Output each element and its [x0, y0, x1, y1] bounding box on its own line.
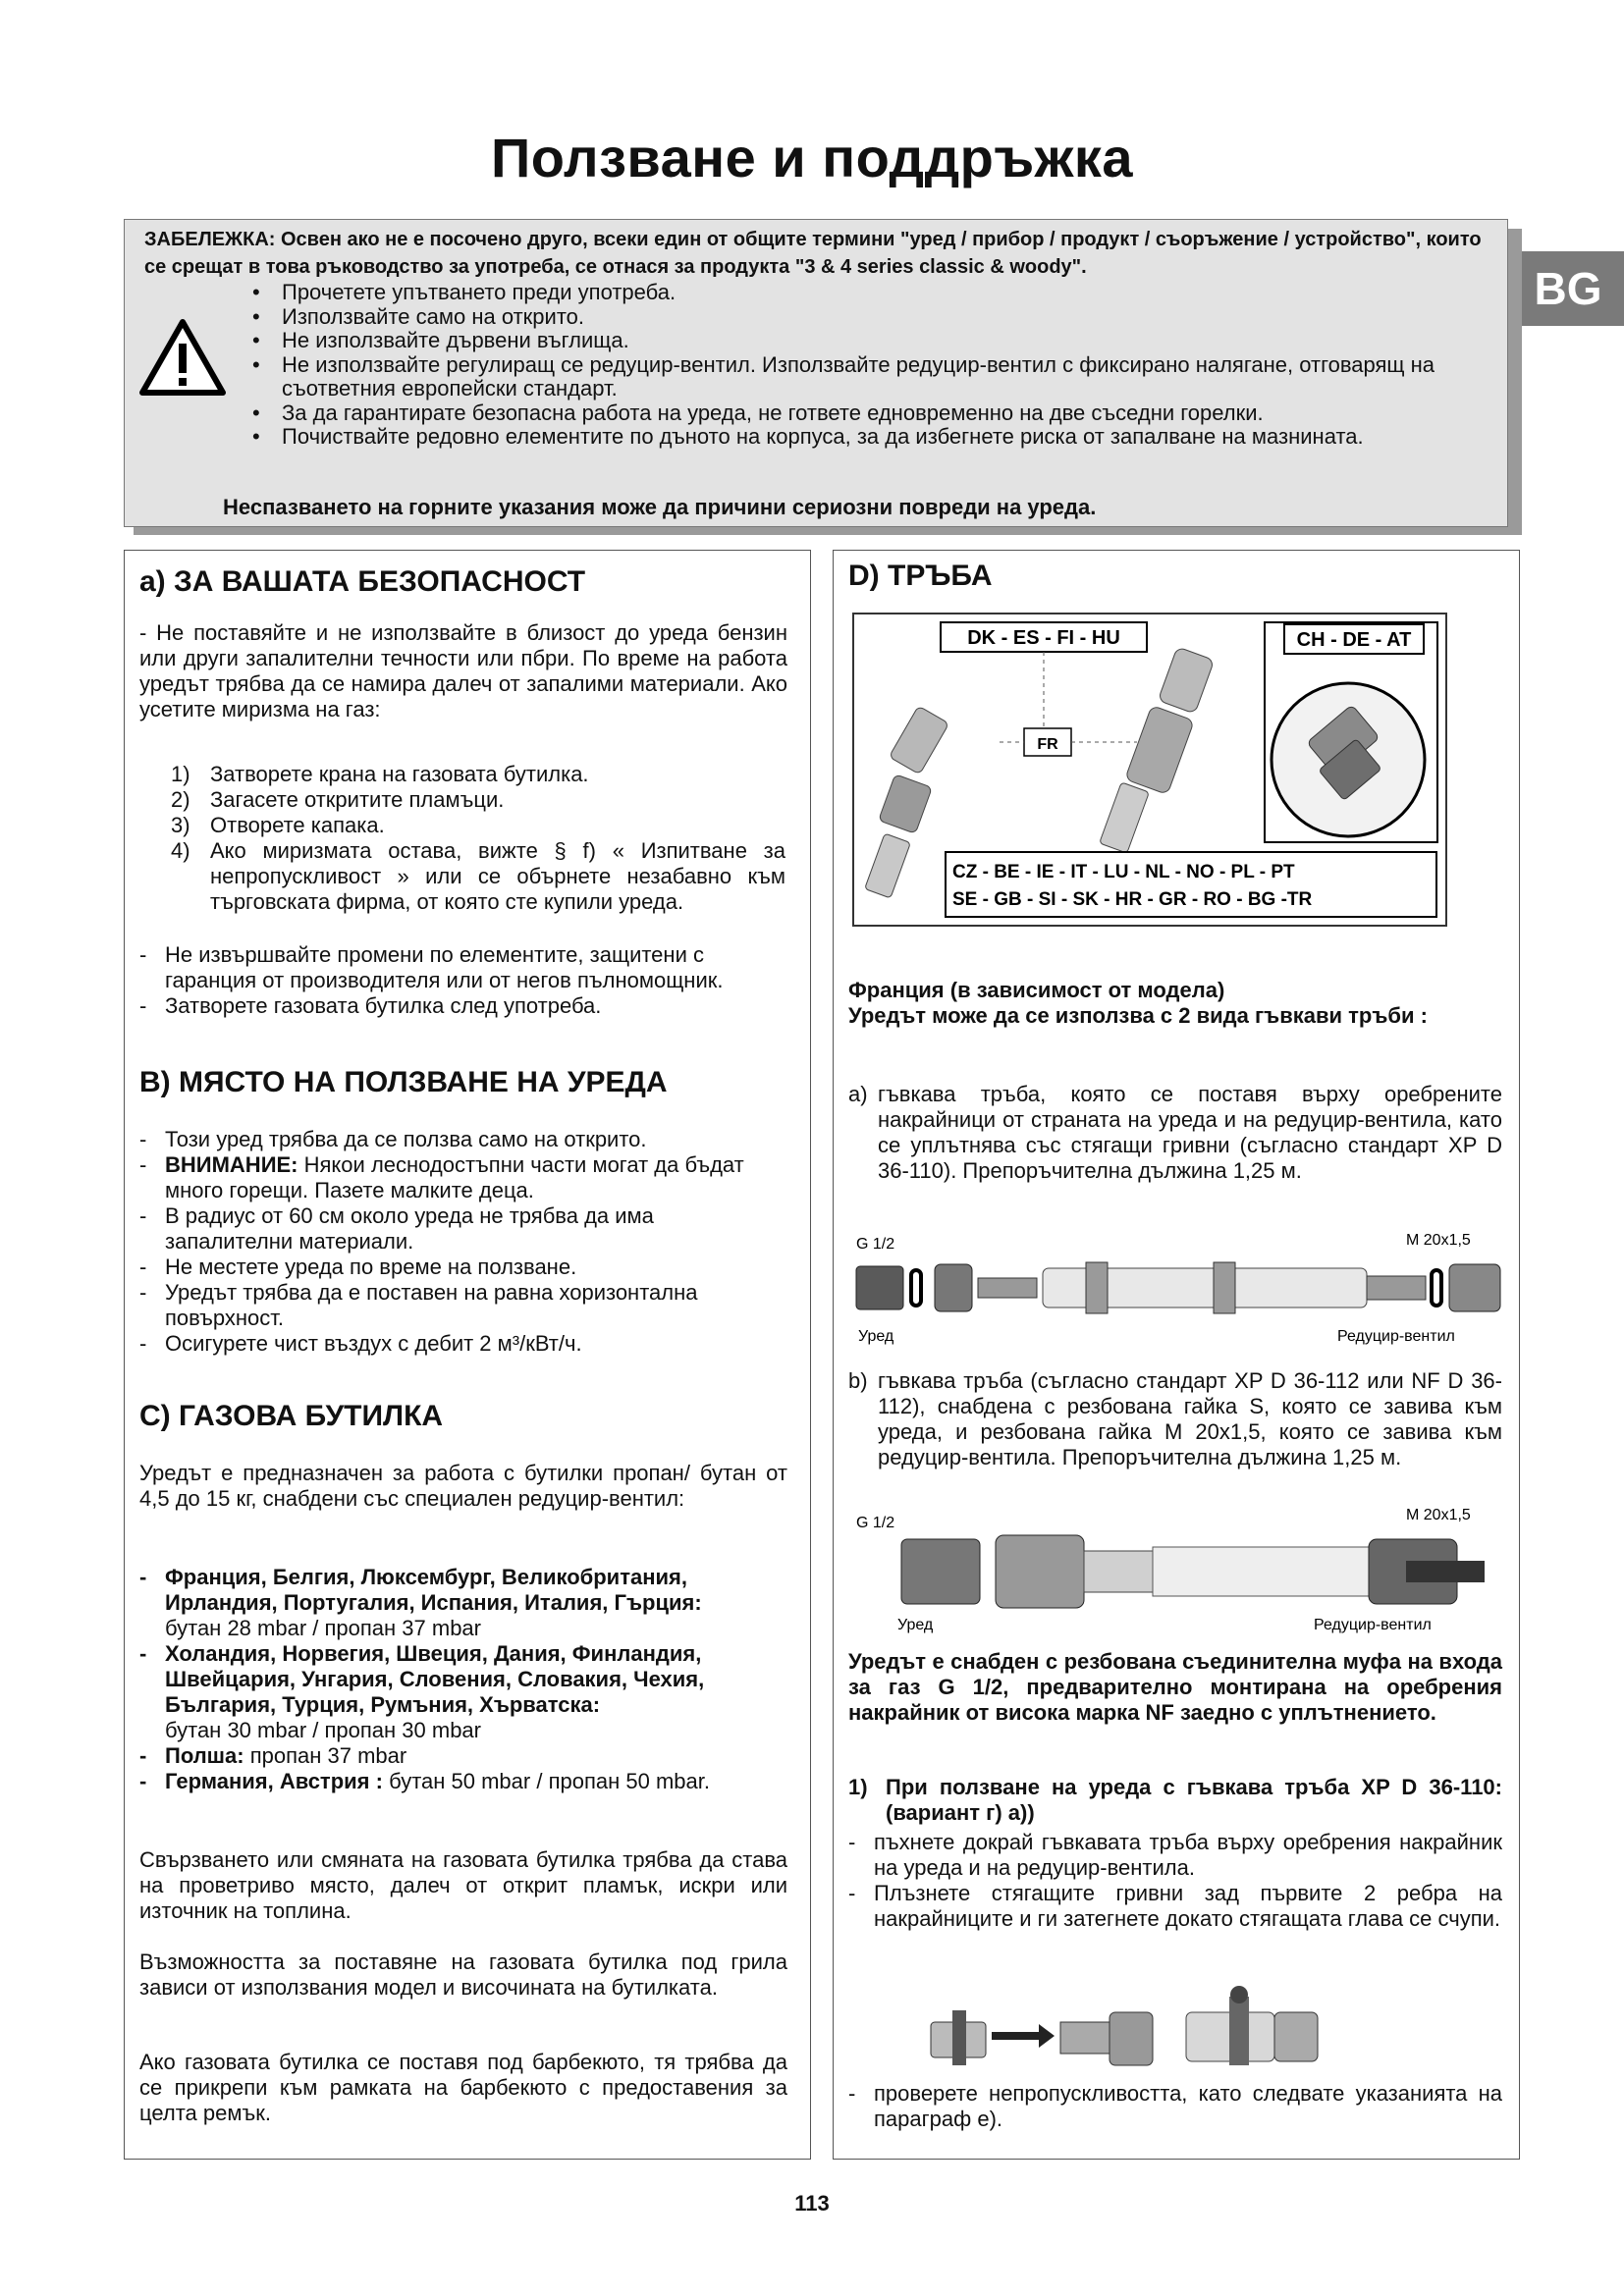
label-regulator: Редуцир-вентил — [1314, 1617, 1432, 1633]
notice-item: • Почиствайте редовно елементите по дъното на корпуса, за да избегнете риска от запалване на мазнината. — [252, 425, 1499, 450]
step-1-title: 1) При ползване на уреда с гъвкава тръба XP D 36-110: (вариант г) а)) — [848, 1775, 1502, 1825]
label-g-thread: G 1/2 — [856, 1236, 895, 1253]
list-item: - Полша: пропан 37 mbar — [139, 1743, 407, 1768]
label-m-thread: M 20x1,5 — [1406, 1507, 1471, 1523]
connector-countries-line-2: SE - GB - SI - SK - HR - GR - RO - BG -TR — [952, 889, 1313, 910]
list-item: - Осигурете чист въздух с дебит 2 м³/кВт/ч. — [139, 1331, 582, 1356]
section-d-title: D) ТРЪБА — [848, 560, 993, 592]
connector-types-figure — [852, 613, 1447, 927]
list-item: - Този уред трябва да се ползва само на открито. — [139, 1127, 647, 1151]
label-appliance: Уред — [897, 1617, 934, 1633]
warning-icon — [138, 318, 227, 397]
list-item: - Не извършвайте промени по елементите, защитени с гаранция от производителя или от негов пълномощник. — [139, 942, 724, 992]
language-tab: BG — [1512, 251, 1624, 326]
connector-label-fr: FR — [1037, 736, 1058, 753]
list-item: - В радиус от 60 см около уреда не трябва да има запалителни материали. — [139, 1203, 654, 1254]
hose-nuts-figure — [850, 1506, 1510, 1637]
arrow-right-icon — [992, 2024, 1055, 2048]
list-item: - пъхнете докрай гъвкавата тръба върху оребрения накрайник на уреда и на редуцир-вентила. — [848, 1830, 1502, 1880]
notice-item: • За да гарантирате безопасна работа на уреда, не гответе едновременно на две съседни горелки. — [252, 401, 1499, 426]
page-number: 113 — [794, 2191, 830, 2216]
step-1-list — [848, 1830, 1502, 1932]
france-subheading: Уредът може да се използва с 2 вида гъвкави тръби : — [848, 1003, 1428, 1028]
option-b: b) гъвкава тръба (съгласно стандарт XP D 36-112 или NF D 36-112), снабдена с резбована гайка S, която се завива към уреда, и резбована гайка M 20x1,5, която се завива към редуцир-вентила. Препоръчителна дължина 1,25 м. — [848, 1368, 1502, 1469]
list-item: 3) Отворете капака. — [171, 813, 385, 837]
notice-item: • Не използвайте дървени въглища. — [252, 329, 1499, 353]
list-item: 4) Ако миризмата остава, вижте § f) « Изпитване за непропускливост » или се обърнете незабавно към търговската фирма, от която сте купили уреда. — [171, 838, 785, 914]
connector-note: Уредът е снабден с резбована съединителна муфа на входа за газ G 1/2, предварително монтирана на оребрения накрайник от висока марка NF заедно с уплътнението. — [848, 1649, 1502, 1725]
notice-item: • Използвайте само на открито. — [252, 305, 1499, 330]
label-appliance: Уред — [858, 1328, 894, 1345]
section-c-title: C) ГАЗОВА БУТИЛКА — [139, 1400, 444, 1432]
notice-box — [124, 219, 1508, 527]
notice-item: • Прочетете упътването преди употреба. — [252, 281, 1499, 305]
section-c-paragraph: Свързването или смяната на газовата бутилка трябва да става на проветриво място, далеч от открит пламък, искри или източник на топлина. — [139, 1847, 787, 1923]
section-c-countries — [139, 1565, 787, 1794]
label-regulator: Редуцир-вентил — [1337, 1328, 1455, 1345]
list-item: - Уредът трябва да е поставен на равна хоризонтална повърхност. — [139, 1280, 698, 1330]
list-item: - проверете непропускливостта, като следвате указанията на параграф е). — [848, 2081, 1502, 2131]
list-item: - Франция, Белгия, Люксембург, Великобритания, Ирландия, Португалия, Испания, Италия, Гърция: бутан 28 mbar / пропан 37 mbar — [139, 1565, 702, 1640]
notice-heading: ЗАБЕЛЕЖКА: Освен ако не е посочено друго, всеки един от общите термини "уред / прибор / продукт / съоръжение / устройство", които се срещат в това ръководство за употреба, се отнася за продукта "3 & 4 series classic & woody". — [144, 229, 1482, 278]
section-c-intro: Уредът е предназначен за работа с бутилки пропан/ бутан от 4,5 до 15 кг, снабдени със специален редуцир-вентил: — [139, 1461, 787, 1511]
label-m-thread: M 20x1,5 — [1406, 1232, 1471, 1249]
list-item: - Не местете уреда по време на ползване. — [139, 1255, 577, 1279]
france-heading: Франция (в зависимост от модела) — [848, 978, 1225, 1002]
hose-clamps-figure — [850, 1231, 1510, 1349]
list-item: - Холандия, Норвегия, Швеция, Дания, Финландия, Швейцария, Унгария, Словения, Словакия, Чехия, България, Турция, Румъния, Хърватска: бутан 30 mbar / пропан 30 mbar — [139, 1641, 705, 1742]
list-item: - Плъзнете стягащите гривни зад първите 2 ребра на накрайниците и ги затегнете докато стягащата глава се счупи. — [848, 1881, 1502, 1931]
section-a-intro: - Не поставяйте и не използвайте в близост до уреда бензин или други запалителни течности или пбри. По време на работа уредът трябва да се намира далеч от запалими материали. Ако усетите миризма на газ: — [139, 620, 787, 721]
list-item: 1) Затворете крана на газовата бутилка. — [171, 762, 589, 786]
list-item: - Затворете газовата бутилка след употреба. — [139, 993, 602, 1018]
section-c-paragraph: Възможността за поставяне на газовата бутилка под грила зависи от използвания модел и височината на бутилката. — [139, 1949, 787, 2000]
section-b-title: B) МЯСТО НА ПОЛЗВАНЕ НА УРЕДА — [139, 1066, 668, 1098]
notice-item: • Не използвайте регулиращ се редуцир-вентил. Използвайте редуцир-вентил с фиксирано налягане, отговарящ на съответния европейски стандарт. — [252, 353, 1499, 401]
connector-label-top: DK - ES - FI - HU — [967, 627, 1120, 649]
section-a-notes — [139, 942, 787, 1019]
notice-footer: Неспазването на горните указания може да причини сериозни повреди на уреда. — [223, 495, 1097, 519]
step-1-check — [848, 2081, 1502, 2132]
section-a-steps — [171, 762, 785, 915]
clamp-installation-figure — [923, 1983, 1355, 2077]
section-b-list — [139, 1127, 787, 1357]
notice-list — [252, 281, 1499, 450]
label-g-thread: G 1/2 — [856, 1515, 895, 1531]
list-item: - Германия, Австрия : бутан 50 mbar / пропан 50 mbar. — [139, 1769, 710, 1793]
connector-countries-line-1: CZ - BE - IE - IT - LU - NL - NO - PL - PT — [952, 862, 1295, 882]
option-a: a) гъвкава тръба, която се поставя върху оребрените накрайници от страната на уреда и на редуцир-вентила, като се уплътнява със стягащи гривни (съгласно стандарт XP D 36-110). Препоръчителна дължина 1,25 м. — [848, 1082, 1502, 1183]
connector-label-right: CH - DE - AT — [1296, 629, 1412, 651]
page-title: Ползване и поддръжка — [490, 127, 1134, 188]
list-item: 2) Загасете откритите пламъци. — [171, 787, 505, 812]
list-item: - ВНИМАНИЕ: Някои леснодостъпни части могат да бъдат много горещи. Пазете малките деца. — [139, 1152, 744, 1202]
section-c-paragraph: Ако газовата бутилка се поставя под барбекюто, тя трябва да се прикрепи към рамката на барбекюто с предоставения за целта ремък. — [139, 2050, 787, 2125]
section-a-title: a) ЗА ВАШАТА БЕЗОПАСНОСТ — [139, 565, 586, 598]
